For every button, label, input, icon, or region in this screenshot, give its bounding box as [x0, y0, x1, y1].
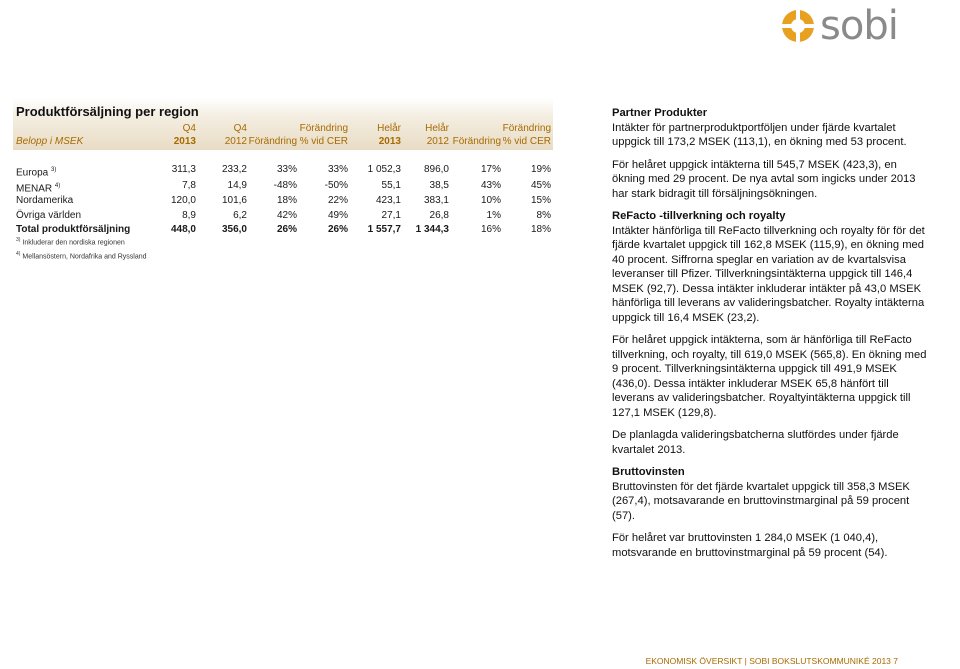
row-label-text: Nordamerika	[16, 195, 74, 206]
row-label-text: Övriga världen	[16, 210, 82, 221]
section-title: Produktförsäljning per region	[16, 104, 199, 119]
table-cell: 42%	[276, 210, 297, 221]
table-cell: 19%	[530, 164, 551, 175]
table-cell: 22%	[327, 195, 348, 206]
row-label-text: Europa	[16, 167, 49, 179]
table-cell: 55,1	[381, 180, 401, 191]
footnote-marker: 3)	[51, 167, 57, 173]
table-cell: 1 344,3	[415, 224, 449, 235]
table-row-label	[16, 180, 60, 195]
column-header: Q4	[182, 123, 196, 134]
refacto-paragraph-3: De planlagda valideringsbatcherna slutfördes under fjärde kvartalet 2013.	[612, 429, 899, 456]
table-cell: 49%	[327, 210, 348, 221]
table-cell: 7,8	[182, 180, 196, 191]
footnote-text: Mellansöstern, Nordafrika and Ryssland	[20, 253, 147, 261]
table-cell: -48%	[273, 180, 297, 191]
table-cell: 423,1	[375, 195, 401, 206]
table-cell: 233,2	[221, 164, 247, 175]
column-header: 2013	[173, 136, 196, 147]
right-text-column	[612, 106, 932, 568]
column-header: % vid CER	[299, 136, 348, 147]
table-cell: 14,9	[227, 180, 247, 191]
table-row-label	[16, 210, 81, 222]
table-cell: 896,0	[423, 164, 449, 175]
column-header: Förändring	[452, 136, 501, 147]
row-label-text: Total produktförsäljning	[16, 224, 131, 235]
footnote-marker: 3)	[16, 237, 21, 243]
column-header: Förändring	[248, 136, 297, 147]
gross-profit-paragraph-1: Bruttovinsten för det fjärde kvartalet uppgick till 358,3 MSEK (267,4), motsavarande en bruttovinstmarginal på 59 procent (57).	[612, 480, 910, 522]
table-cell: 8,9	[182, 210, 196, 221]
table-cell: 17%	[480, 164, 501, 175]
table-cell: 6,2	[233, 210, 247, 221]
column-header: Helår	[425, 123, 449, 134]
table-cell: 448,0	[170, 224, 196, 235]
table-cell: 311,3	[171, 164, 196, 175]
column-header: Förändring	[299, 123, 348, 134]
footnote-marker: 4)	[54, 183, 61, 189]
table-cell: 101,6	[221, 195, 247, 206]
column-header: Q4	[233, 123, 247, 134]
row-label-text: MENAR	[16, 183, 53, 195]
table-cell: 18%	[530, 224, 551, 235]
table-cell: 356,0	[221, 224, 247, 235]
table-cell: 45%	[530, 180, 551, 191]
currency-label: Belopp i MSEK	[16, 136, 84, 147]
column-header: % vid CER	[502, 136, 551, 147]
table-cell: 1 052,3	[367, 164, 401, 175]
refacto-paragraph-1: Intäkter hänförliga till ReFacto tillverkning och royalty för för det fjärde kvartalet uppgick till 162,8 MSEK (115,9), en ökning med 40 procent. Siffrorna speglar en variation av de kvartalsvisa leveranser till Pfizer. Tillverkningsintäkterna uppgick till 146,4 MSEK (92,7). Dessa intäkter inkluderar intäkter på 43,0 MSEK hänförliga till leverans av valideringsbatcher. Royalty intäkterna uppgick till 16,4 MSEK (23,2).	[612, 224, 925, 324]
table-cell: 16%	[480, 224, 501, 235]
table-cell: 33%	[276, 164, 297, 175]
column-header: Helår	[377, 123, 401, 134]
table-cell: -50%	[324, 180, 348, 191]
refacto-paragraph-2: För helåret uppgick intäkterna, som är hänförliga till ReFacto tillverkning, och royalty, till 619,0 MSEK (565,8). En ökning med 9 procent. Tillverkningsintäkterna uppgick till 491,9 MSEK (436,0). Dessa intäkter inkluderar MSEK 65,8 hänfört till leverans av valideringsbatcher. Royaltyintäkterna uppgick till 127,1 MSEK (129,8).	[612, 334, 927, 419]
table-cell: 27,1	[381, 210, 401, 221]
table-cell: 38,5	[429, 180, 449, 191]
column-header: 2012	[426, 136, 449, 147]
table-footnote	[16, 251, 147, 260]
table-cell: 33%	[327, 164, 348, 175]
table-cell: 1 557,7	[367, 224, 401, 235]
table-cell: 10%	[480, 195, 501, 206]
table-cell: 26,8	[429, 210, 449, 221]
table-footnote	[16, 237, 125, 246]
column-header: 2013	[378, 136, 401, 147]
gross-profit-paragraph-2: För helåret var bruttovinsten 1 284,0 MSEK (1 040,4), motsvarande en bruttovinstmarginal på 59 procent (54).	[612, 532, 888, 559]
table-cell: 383,1	[423, 195, 449, 206]
table-cell: 1%	[486, 210, 501, 221]
partner-heading: Partner Produkter	[612, 107, 708, 119]
table-row-label	[16, 195, 73, 207]
partner-paragraph-1: Intäkter för partnerproduktportföljen under fjärde kvartalet uppgick till 173,2 MSEK (113,1), en ökning med 53 procent.	[612, 121, 907, 148]
gross-profit-heading: Bruttovinsten	[612, 466, 685, 478]
sobi-logo	[780, 3, 940, 49]
table-cell: 8%	[536, 210, 551, 221]
footnote-text: Inkluderar den nordiska regionen	[20, 239, 125, 247]
table-row-label	[16, 164, 56, 179]
partner-paragraph-2: För helåret uppgick intäkterna till 545,7 MSEK (423,3), en ökning med 29 procent. De nya avtal som ingicks under 2013 har stark bidragit till försäljningsökningen.	[612, 158, 916, 200]
table-cell: 26%	[276, 224, 297, 235]
sobi-logo-mark-icon	[780, 8, 816, 44]
footnote-marker: 4)	[16, 251, 21, 257]
refacto-heading: ReFacto -tillverkning och royalty	[612, 210, 786, 222]
table-cell: 26%	[327, 224, 348, 235]
table-row-label	[16, 224, 130, 236]
table-cell: 18%	[276, 195, 297, 206]
table-cell: 15%	[530, 195, 551, 206]
page-footer: EKONOMISK ÖVERSIKT | SOBI BOKSLUTSKOMMUNIKÉ 2013 7	[645, 656, 898, 666]
table-cell: 43%	[480, 180, 501, 191]
column-header: 2012	[224, 136, 247, 147]
table-cell: 120,0	[170, 195, 196, 206]
column-header: Förändring	[502, 123, 551, 134]
logo-wordmark: sobi	[820, 3, 898, 49]
